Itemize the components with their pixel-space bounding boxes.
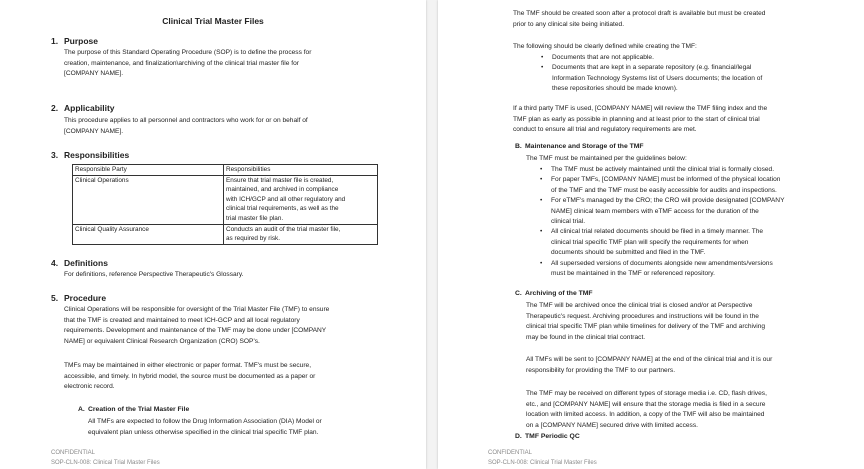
maintenance-bullet-list: [551, 165, 784, 279]
subsection-heading-archiving: C. Archiving of the TMF: [515, 290, 593, 297]
third-party-text: If a third party TMF is used, [COMPANY NAME] will review the TMF filing index and the TMF plan as early as possible in planning and at least prior to the start of clinical trial conduct to ensure all trial and regulatory requirements are met.: [513, 105, 768, 133]
procedure-text-2: TMFs may be maintained in either electronic or paper format. TMF's must be secure, accessible, and timely. In hybrid model, the source must be documented as a paper or electronic record.: [64, 362, 316, 390]
archiving-text-1: The TMF will be archived once the clinical trial is closed and/or at Perspective Therapeutic's request. Archiving procedures and instructions will be found in the clinical trial specific TMF plan while timelines for delivery of the TMF and archiving may be found in the clinical trial contract.: [526, 302, 766, 341]
table-header-cell: Responsibilities: [224, 165, 378, 176]
list-item: • Documents that are kept in a separate repository (e.g. financial/legal Information Technology Systems list of Users documents; the location of these repositories should be made known).: [552, 63, 762, 94]
section-heading-definitions: 4. Definitions: [51, 258, 108, 268]
subsection-heading-creation: A. Creation of the Trial Master File: [78, 406, 190, 413]
creation-text: All TMFs are expected to follow the Drug Information Association (DIA) Model or equivalent plan unless otherwise specified in the clinical trial specific TMF plan.: [88, 418, 322, 436]
table-row: [73, 175, 378, 224]
document-page-left: [0, 0, 426, 469]
procedure-text-1: Clinical Operations will be responsible for oversight of the Trial Master File (TMF) to ensure that the TMF is created and maintained to meet ICH-GCP and all local regulatory requirements. Development and maintenance of the TMF may be done under [COMPANY NAME] or equivalent Clinical Research Organization (CRO) SOP's.: [64, 306, 330, 345]
list-item: • For paper TMFs, [COMPANY NAME] must be informed of the physical location of the TMF and the TMF must be easily accessible for audits and inspections.: [551, 175, 784, 196]
section-heading-responsibilities: 3. Responsibilities: [51, 150, 130, 160]
maintenance-intro: The TMF must be maintained per the guidelines below:: [526, 155, 687, 162]
section-heading-purpose: 1. Purpose: [51, 36, 99, 46]
archiving-text-2: All TMFs will be sent to [COMPANY NAME] at the end of the clinical trial and it is our responsibility for providing the TMF to our partners.: [526, 356, 773, 374]
creation-define-intro: The following should be clearly defined while creating the TMF:: [513, 43, 697, 50]
table-cell-responsibilities: Conducts an audit of the trial master file, as required by risk.: [224, 224, 378, 244]
definitions-text: For definitions, reference Perspective Therapeutic's Glossary.: [64, 271, 244, 278]
section-heading-procedure: 5. Procedure: [51, 293, 107, 303]
list-item: • All superseded versions of documents alongside new amendments/versions must be maintained in the TMF or referenced repository.: [551, 259, 784, 280]
applicability-text: This procedure applies to all personnel and contractors who work for or on behalf of [COMPANY NAME].: [64, 117, 308, 135]
table-header-row: [73, 165, 378, 176]
responsibilities-table: [72, 164, 378, 245]
list-item: • All clinical trial related documents should be filed in a timely manner. The clinical trial specific TMF plan will specify the requirements for when documents should be submitted and filed in the TMF.: [551, 227, 784, 258]
page-footer: CONFIDENTIAL SOP-CLN-008: Clinical Trial Master Files: [488, 450, 597, 466]
table-header-cell: Responsible Party: [73, 165, 224, 176]
section-heading-applicability: 2. Applicability: [51, 103, 115, 113]
archiving-text-3: The TMF may be received on different types of storage media i.e. CD, flash drives, etc., and [COMPANY NAME] will ensure that the storage media is filed in a secure location with limited access. In addition, a copy of the TMF will also be maintained on a [COMPANY NAME] secured drive with limited access.: [526, 390, 767, 429]
subsection-heading-maintenance: B. Maintenance and Storage of the TMF: [515, 143, 644, 150]
table-cell-party: Clinical Quality Assurance: [73, 224, 224, 244]
creation-bullet-list: [552, 53, 762, 95]
subsection-heading-periodic-qc: D. TMF Periodic QC: [515, 433, 580, 440]
table-cell-responsibilities: Ensure that trial master file is created, maintained, and archived in compliance with ICH/GCP and all other regulatory and clinical trial requirements, as well as the trial master file plan.: [224, 175, 378, 224]
table-row: [73, 224, 378, 244]
purpose-text: The purpose of this Standard Operating Procedure (SOP) is to define the process for creation, maintenance, and finalization\archiving of the clinical trial master file for [COMPANY NAME].: [64, 49, 312, 77]
document-page-right: [438, 0, 864, 469]
page-footer: CONFIDENTIAL SOP-CLN-008: Clinical Trial Master Files: [51, 450, 160, 466]
list-item: • Documents that are not applicable.: [552, 53, 762, 63]
creation-text-continued: The TMF should be created soon after a protocol draft is available but must be created prior to any clinical site being initiated.: [513, 10, 766, 28]
table-cell-party: Clinical Operations: [73, 175, 224, 224]
list-item: • The TMF must be actively maintained until the clinical trial is formally closed.: [551, 165, 784, 175]
list-item: • For eTMF's managed by the CRO; the CRO will provide designated [COMPANY NAME] clinical team members with eTMF access for the duration of the clinical trial.: [551, 196, 784, 227]
document-title: Clinical Trial Master Files: [162, 16, 264, 26]
